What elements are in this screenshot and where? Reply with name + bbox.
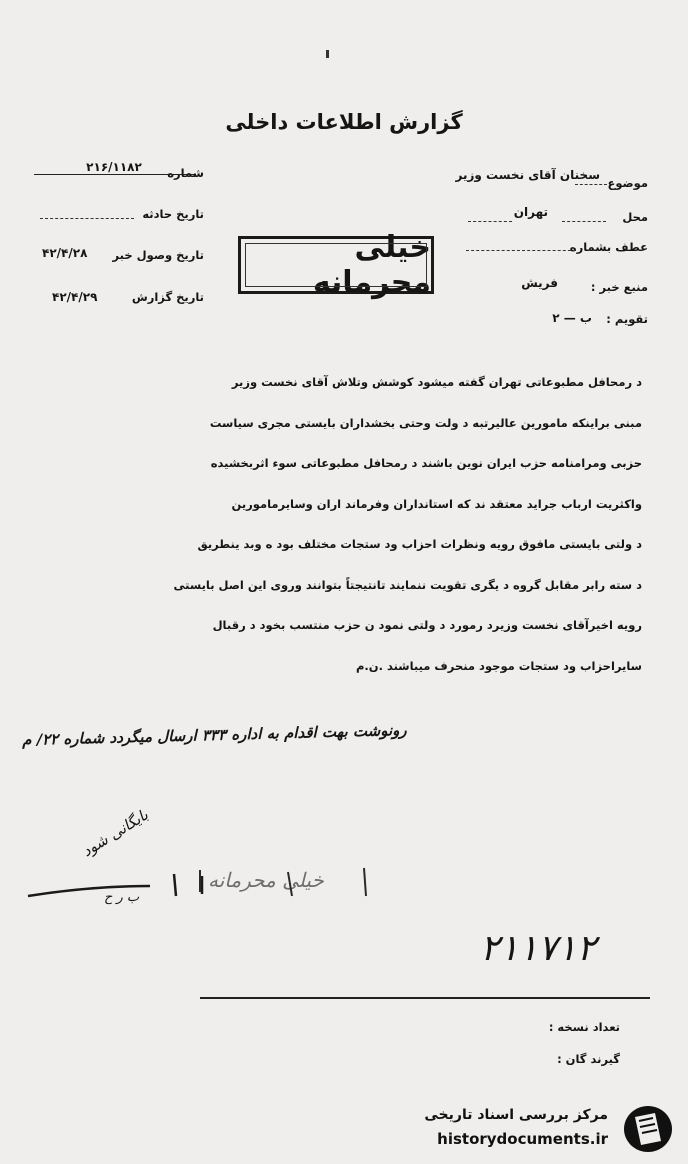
top-mark [326, 50, 329, 58]
recipients-label: گیرند گان : [557, 1052, 620, 1066]
attached-label: عطف بشماره [569, 240, 648, 254]
location-line-left [468, 221, 512, 222]
body-line: رویه اخیرآقای نخست وزیرد رمورد د ولتی نمود ن حزب منتسب بخود د رقبال [212, 618, 642, 632]
number-value: ۲۱۶/۱۱۸۲ [34, 160, 194, 175]
location-value: تهران [513, 205, 548, 219]
stamp-text: خیلی محرمانه [312, 230, 431, 300]
report-date-label: تاریخ گزارش [131, 290, 204, 304]
location-label: محل [622, 210, 648, 224]
handwritten-initials: ب ر ح [104, 890, 140, 905]
location-line-right [562, 221, 606, 222]
body-line: حزبی ومرامنامه حزب ایران نوین باشند د رمحافل مطبوعاتی سوء اثربخشیده [210, 456, 642, 470]
subject-value: سخنان آقای نخست وزیر [455, 168, 600, 182]
receipt-date-label: تاریخ وصول خبر [112, 248, 204, 262]
signature-marks [196, 862, 386, 902]
number-label: شماره [167, 166, 204, 180]
body-line: د سته رابر مقابل گروه د یگری تقویت ننمایند تانتیجتاً بتوانند وروی این اصل بایستی [173, 577, 642, 592]
body-line: واکثریت ارباب جراید معتقد ند که استانداران وفرماند اران وسایرمامورین [231, 496, 642, 511]
classification-stamp [238, 230, 434, 300]
site-url[interactable]: historydocuments.ir [437, 1130, 608, 1148]
handwritten-instruction: رونوشت بهت اقدام به اداره ۳۳۳ ارسال میگردد شماره ۲۲/ م [21, 720, 407, 750]
rating-value: ب — ۲ [552, 311, 592, 325]
handwritten-number: ۲۱۱۷۱۲ [480, 928, 597, 969]
body-line: مبنی براینکه مامورین عالیرتبه د ولت وحتی بخشداران بایستی مجری سیاست [209, 415, 642, 430]
attached-line [466, 250, 576, 251]
copies-label: تعداد نسخه : [548, 1020, 620, 1034]
body-line: سایراحزاب ود ستجات موجود منحرف میباشند .ن.م [355, 658, 642, 673]
handwritten-note: بایگانی شود [78, 805, 152, 861]
body-line: د رمحافل مطبوعاتی تهران گفته میشود کوشش وتلاش آقای نخست وزیر [231, 375, 642, 389]
receipt-date-value: ۴۲/۴/۲۸ [42, 246, 88, 260]
subject-label: موضوع [607, 176, 648, 190]
source-label: منبع خبر : [590, 280, 648, 294]
event-date-label: تاریخ حادثه [142, 207, 204, 221]
subject-line [575, 184, 607, 185]
report-body [40, 372, 642, 696]
archive-logo-icon [617, 1103, 679, 1155]
report-date-value: ۴۲/۴/۲۹ [52, 290, 98, 304]
body-line: د ولتی بایستی مافوق رویه ونظرات احزاب ود ستجات مختلف بود ه وبد ینطریق [197, 537, 642, 551]
event-date-line [40, 218, 134, 219]
org-name: مرکز بررسی اسناد تاریخی [424, 1107, 608, 1123]
document-title: گزارش اطلاعات داخلی [225, 110, 463, 134]
bottom-rule [200, 997, 650, 999]
signature: خیلی محرمانه [208, 868, 324, 892]
rating-label: تقویم : [606, 312, 648, 326]
source-value: فریش [521, 276, 558, 290]
